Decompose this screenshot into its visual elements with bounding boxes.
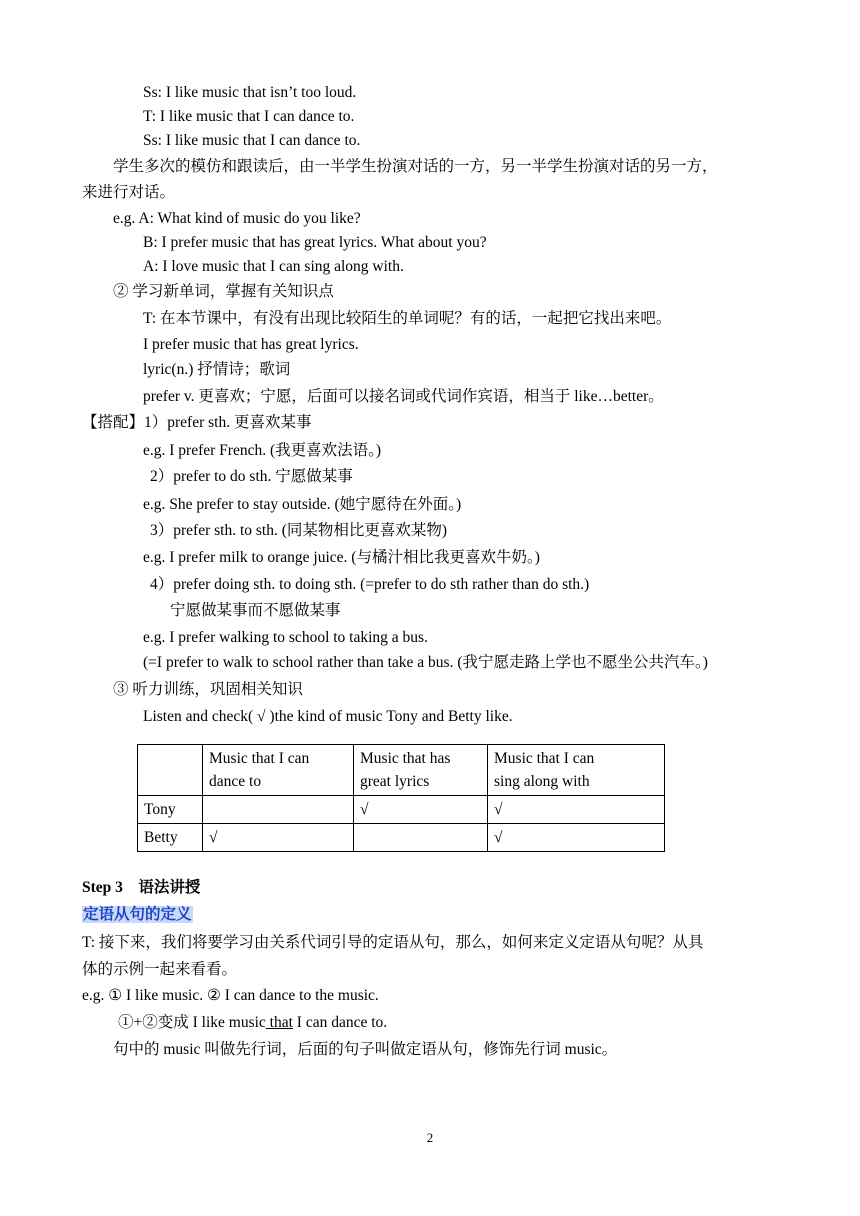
table-cell: √ (354, 796, 488, 824)
example-dialog-line: B: I prefer music that has great lyrics. What about you? (143, 234, 487, 251)
table-header-cell (138, 745, 203, 796)
collocation-line: e.g. I prefer walking to school to taking a bus. (143, 629, 428, 646)
step3-title: Step 3 (82, 879, 123, 896)
table-cell-name: Betty (138, 824, 203, 852)
combined-prefix: ①+②变成 I like music (118, 1014, 266, 1031)
collocation-line: 宁愿做某事而不愿做某事 (170, 602, 341, 619)
collocation-line: (=I prefer to walk to school rather than take a bus. (我宁愿走路上学也不愿坐公共汽车。) (143, 654, 708, 671)
table-cell (354, 824, 488, 852)
table-header-cell: Music that I can sing along with (488, 745, 665, 796)
grammar-combined (118, 1013, 387, 1033)
grammar-intro-line-1: T: 接下来，我们将要学习由关系代词引导的定语从句，那么，如何来定义定语从句呢？从具 (82, 934, 704, 951)
step3-subtitle: 语法讲授 (138, 879, 201, 896)
table-row (138, 796, 665, 824)
combined-suffix: I can dance to. (292, 1014, 388, 1031)
relative-pronoun-that: that (265, 1014, 293, 1031)
collocation-line: e.g. I prefer French. (我更喜欢法语。) (143, 442, 382, 459)
grammar-explanation: 句中的 music 叫做先行词，后面的句子叫做定语从句，修饰先行词 music。 (113, 1041, 618, 1058)
table-header-cell: Music that has great lyrics (354, 745, 488, 796)
vocab-lyric: lyric(n.) 抒情诗；歌词 (143, 361, 291, 378)
dialog-line: Ss: I like music that isn’t too loud. (143, 84, 357, 101)
table-cell-name: Tony (138, 796, 203, 824)
collocation-line: e.g. I prefer milk to orange juice. (与橘汁相比我更喜欢牛奶。) (143, 549, 540, 566)
vocab-sentence: I prefer music that has great lyrics. (143, 336, 359, 353)
example-dialog-line: A: I love music that I can sing along with. (143, 258, 404, 275)
table-cell: √ (488, 824, 665, 852)
example-dialog-line: e.g. A: What kind of music do you like? (113, 210, 361, 227)
vocab-heading: ② 学习新单词，掌握有关知识点 (113, 283, 334, 300)
practice-paragraph-line-2: 来进行对话。 (82, 184, 176, 201)
vocab-prefer: prefer v. 更喜欢；宁愿，后面可以接名词或代词作宾语，相当于 like…better。 (143, 388, 664, 405)
grammar-heading-wrap (82, 905, 193, 925)
table-header-cell: Music that I can dance to (203, 745, 354, 796)
table-cell: √ (203, 824, 354, 852)
step3-heading (82, 878, 200, 898)
vocab-teacher-line: T: 在本节课中，有没有出现比较陌生的单词呢？有的话，一起把它找出来吧。 (143, 310, 672, 327)
collocation-line: 2）prefer to do sth. 宁愿做某事 (150, 468, 353, 485)
page-number: 2 (426, 1130, 434, 1145)
table-row (138, 824, 665, 852)
listening-heading: ③ 听力训练，巩固相关知识 (113, 681, 303, 698)
listening-check-table (137, 744, 665, 852)
table-cell (203, 796, 354, 824)
grammar-example: e.g. ① I like music. ② I can dance to the music. (82, 987, 379, 1004)
practice-paragraph-line-1: 学生多次的模仿和跟读后，由一半学生扮演对话的一方，另一半学生扮演对话的另一方， (113, 158, 718, 175)
grammar-intro-line-2: 体的示例一起来看看。 (82, 961, 238, 978)
grammar-heading: 定语从句的定义 (83, 906, 192, 923)
collocation-line: 【搭配】1）prefer sth. 更喜欢某事 (82, 414, 312, 431)
table-header-row (138, 745, 665, 796)
listening-instruction: Listen and check( √ )the kind of music Tony and Betty like. (143, 708, 513, 725)
collocation-line: 3）prefer sth. to sth. (同某物相比更喜欢某物) (150, 522, 448, 539)
collocation-line: 4）prefer doing sth. to doing sth. (=prefer to do sth rather than do sth.) (150, 576, 590, 593)
dialog-line: T: I like music that I can dance to. (143, 108, 355, 125)
dialog-line: Ss: I like music that I can dance to. (143, 132, 361, 149)
collocation-line: e.g. She prefer to stay outside. (她宁愿待在外面。) (143, 496, 462, 513)
table-cell: √ (488, 796, 665, 824)
